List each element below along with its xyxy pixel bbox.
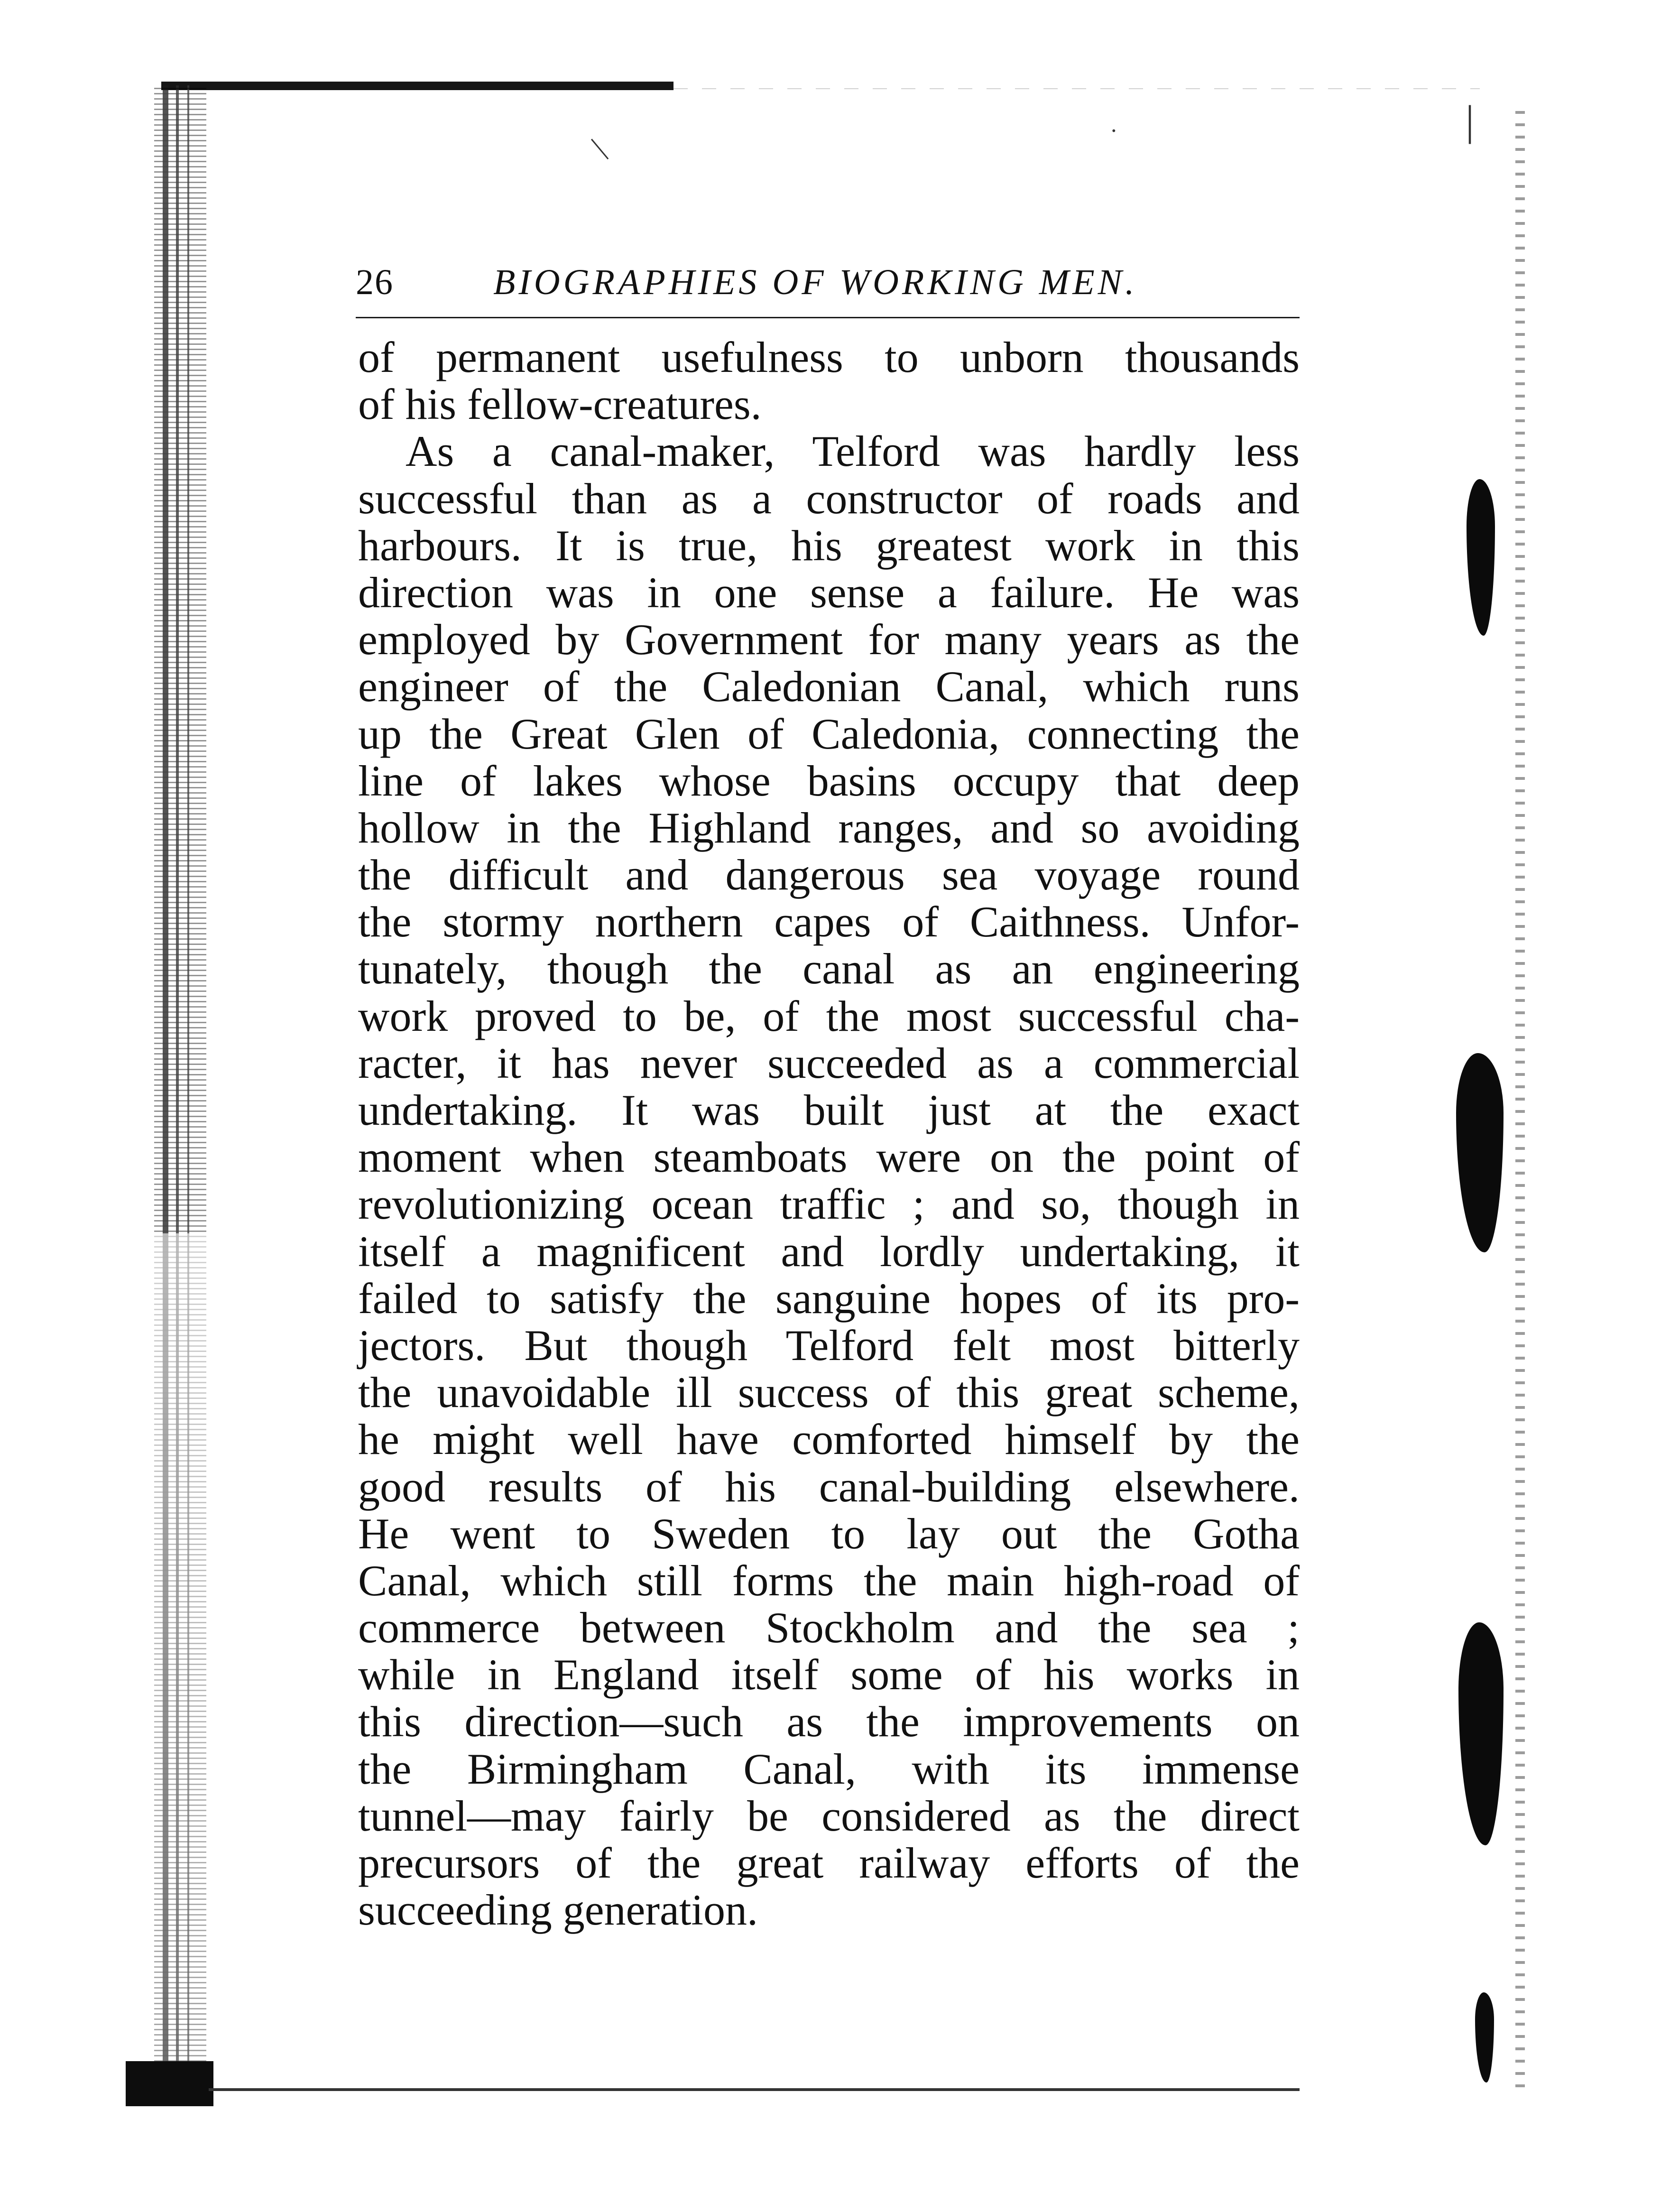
text-line: revolutionizing ocean traffic ; and so, though in xyxy=(358,1180,1300,1229)
text-line: precursors of the great railway efforts of the xyxy=(358,1839,1300,1887)
text-line: succeeding generation. xyxy=(358,1886,758,1934)
body-text xyxy=(358,334,1300,1934)
text-line: He went to Sweden to lay out the Gotha xyxy=(358,1509,1300,1558)
text-line: the difficult and dangerous sea voyage round xyxy=(358,851,1300,899)
page-header xyxy=(356,259,1300,306)
text-line: the unavoidable ill success of this great scheme, xyxy=(358,1368,1300,1417)
text-line: As a canal-maker, Telford was hardly less xyxy=(406,427,1300,476)
ink-blot xyxy=(1475,1992,1494,2082)
text-line: up the Great Glen of Caledonia, connecting the xyxy=(358,709,1300,758)
binding-edge-fade xyxy=(154,1233,206,2082)
scan-speck: | xyxy=(586,133,610,161)
text-line: engineer of the Caledonian Canal, which runs xyxy=(358,662,1300,711)
text-line: employed by Government for many years as the xyxy=(358,615,1300,664)
scan-top-rule xyxy=(161,82,673,90)
right-edge-shadow xyxy=(1515,104,1525,2087)
text-line: the Birmingham Canal, with its immense xyxy=(358,1744,1300,1793)
running-title: BIOGRAPHIES OF WORKING MEN. xyxy=(493,262,1138,302)
text-line: undertaking. It was built just at the exact xyxy=(358,1086,1300,1134)
header-rule xyxy=(356,317,1300,318)
text-line: of permanent usefulness to unborn thousands xyxy=(358,333,1300,381)
text-line: racter, it has never succeeded as a commercial xyxy=(358,1038,1300,1087)
text-line: commerce between Stockholm and the sea ; xyxy=(358,1603,1300,1652)
text-line: tunately, though the canal as an engineering xyxy=(358,944,1300,993)
text-line: moment when steamboats were on the point of xyxy=(358,1133,1300,1182)
text-line: failed to satisfy the sanguine hopes of its pro- xyxy=(358,1274,1300,1323)
text-line: line of lakes whose basins occupy that deep xyxy=(358,756,1300,805)
text-line: harbours. It is true, his greatest work in this xyxy=(358,521,1300,570)
scan-speck: · xyxy=(1110,117,1118,144)
text-line: good results of his canal-building elsewhere. xyxy=(358,1462,1300,1511)
text-line: of his fellow-creatures. xyxy=(358,380,762,429)
page-number: 26 xyxy=(356,262,394,302)
text-line: successful than as a constructor of roads and xyxy=(358,474,1300,523)
scan-bottom-rule xyxy=(209,2088,1300,2091)
scan-corner-block xyxy=(126,2061,213,2106)
scan-speck: | xyxy=(1466,97,1475,144)
text-line: direction was in one sense a failure. He was xyxy=(358,568,1300,617)
text-line: work proved to be, of the most successful cha- xyxy=(358,991,1300,1040)
text-line: the stormy northern capes of Caithness. Unfor- xyxy=(358,898,1300,946)
text-line: tunnel—may fairly be considered as the direct xyxy=(358,1791,1300,1840)
text-line: Canal, which still forms the main high-road of xyxy=(358,1556,1300,1605)
text-line: jectors. But though Telford felt most bitterly xyxy=(358,1321,1300,1370)
text-line: hollow in the Highland ranges, and so avoiding xyxy=(358,803,1300,852)
text-line: this direction—such as the improvements on xyxy=(358,1697,1300,1746)
text-line: while in England itself some of his works in xyxy=(358,1650,1300,1699)
text-line: itself a magnificent and lordly undertaking, it xyxy=(358,1227,1300,1276)
ink-blot xyxy=(1467,479,1495,636)
ink-blot xyxy=(1456,1053,1504,1252)
text-line: he might well have comforted himself by the xyxy=(358,1415,1300,1464)
scan-top-dashes xyxy=(673,88,1480,89)
ink-blot xyxy=(1458,1622,1504,1845)
